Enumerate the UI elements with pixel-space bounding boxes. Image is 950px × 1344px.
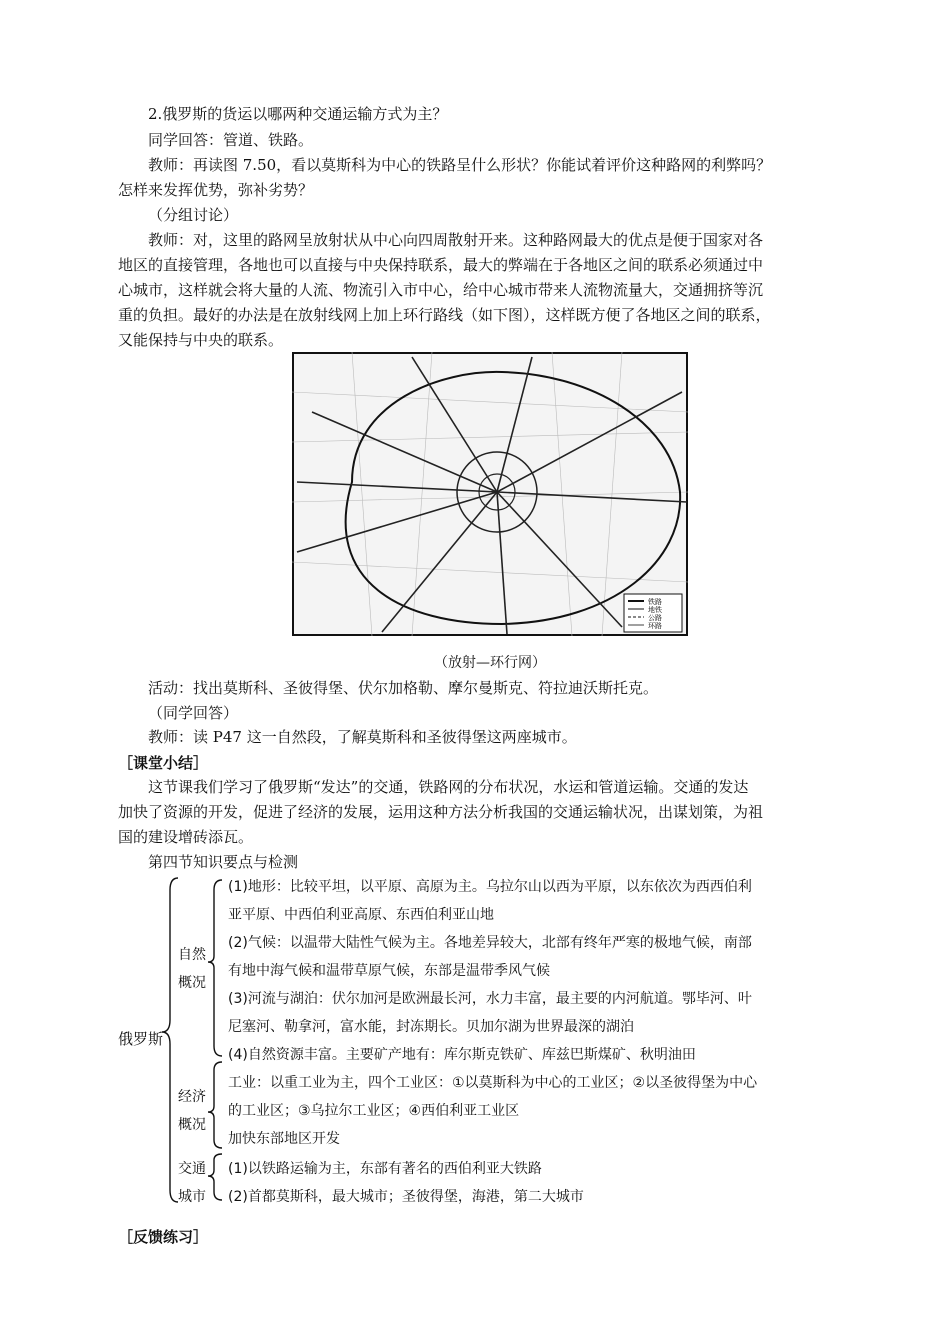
outline-item: 尼塞河、勒拿河，富水能，封冻期长。贝加尔湖为世界最深的湖泊 bbox=[228, 1019, 634, 1035]
paragraph-line: 教师：读 P47 这一自然段，了解莫斯科和圣彼得堡这两座城市。 bbox=[148, 728, 577, 746]
paragraph-line: 重的负担。最好的办法是在放射线网上加上环行路线（如下图），这样既方便了各地区之间的联系， bbox=[118, 306, 771, 324]
radial-ring-network-map bbox=[292, 352, 688, 636]
paragraph-line: （分组讨论） bbox=[148, 206, 239, 224]
outline-item: (3)河流与湖泊：伏尔加河是欧洲最长河，水力丰富，最主要的内河航道。鄂毕河、叶 bbox=[228, 991, 752, 1007]
outline-root: 俄罗斯 bbox=[118, 1030, 164, 1048]
paragraph-line: 怎样来发挥优势，弥补劣势？ bbox=[118, 181, 314, 199]
legend-label: 公路 bbox=[648, 614, 662, 622]
paragraph-line: 国的建设增砖添瓦。 bbox=[118, 828, 254, 846]
paragraph-line: （同学回答） bbox=[148, 704, 239, 722]
paragraph-line: 教师：再读图 7.50，看以莫斯科为中心的铁路呈什么形状？你能试着评价这种路网的利弊吗？ bbox=[148, 156, 772, 174]
paragraph-line: 教师：对，这里的路网呈放射状从中心向四周散射开来。这种路网最大的优点是便于国家对各 bbox=[148, 231, 764, 249]
outline-item: 工业：以重工业为主，四个工业区：①以莫斯科为中心的工业区；②以圣彼得堡为中心 bbox=[228, 1075, 758, 1091]
outline-title: 第四节知识要点与检测 bbox=[148, 853, 299, 871]
paragraph-line: 这节课我们学习了俄罗斯“发达”的交通，铁路网的分布状况，水运和管道运输。交通的发达 bbox=[148, 778, 749, 796]
paragraph-line: 活动：找出莫斯科、圣彼得堡、伏尔加格勒、摩尔曼斯克、符拉迪沃斯托克。 bbox=[148, 679, 659, 697]
outline-item: (1)以铁路运输为主，东部有著名的西伯利亚大铁路 bbox=[228, 1161, 542, 1177]
outline-label: 经济 bbox=[178, 1089, 206, 1105]
legend-label: 环路 bbox=[648, 622, 662, 630]
paragraph-line: 同学回答：管道、铁路。 bbox=[148, 131, 314, 149]
paragraph-line: 2.俄罗斯的货运以哪两种交通运输方式为主？ bbox=[148, 105, 448, 123]
paragraph-line: 心城市，这样就会将大量的人流、物流引入市中心，给中心城市带来人流物流量大，交通拥挤等沉 bbox=[118, 281, 764, 299]
outline-item: (1)地形：比较平坦，以平原、高原为主。乌拉尔山以西为平原，以东依次为西西伯利 bbox=[228, 879, 752, 895]
outline-label: 交通 bbox=[178, 1161, 206, 1177]
legend-label: 地铁 bbox=[648, 606, 662, 614]
outline-item: 有地中海气候和温带草原气候，东部是温带季风气候 bbox=[228, 963, 550, 979]
paragraph-line: 地区的直接管理，各地也可以直接与中央保持联系，最大的弊端在于各地区之间的联系必须通过中 bbox=[118, 256, 764, 274]
legend-label: 铁路 bbox=[648, 598, 662, 606]
map-caption: （放射—环行网） bbox=[434, 655, 546, 671]
outline-item: (2)首都莫斯科，最大城市；圣彼得堡，海港，第二大城市 bbox=[228, 1189, 584, 1205]
outline-item: 亚平原、中西伯利亚高原、东西伯利亚山地 bbox=[228, 907, 494, 923]
outline-label: 城市 bbox=[178, 1189, 206, 1205]
section-heading-summary: ［课堂小结］ bbox=[118, 754, 209, 772]
outline-item: (2)气候：以温带大陆性气候为主。各地差异较大，北部有终年严寒的极地气候，南部 bbox=[228, 935, 752, 951]
paragraph-line: 加快了资源的开发，促进了经济的发展，运用这种方法分析我国的交通运输状况，出谋划策，为祖 bbox=[118, 803, 764, 821]
outline-item: 的工业区；③乌拉尔工业区；④西伯利亚工业区 bbox=[228, 1103, 520, 1119]
outline-label: 自然 bbox=[178, 947, 206, 963]
outline-item: 加快东部地区开发 bbox=[228, 1131, 340, 1147]
paragraph-line: 又能保持与中央的联系。 bbox=[118, 331, 284, 349]
outline-label: 概况 bbox=[178, 975, 206, 991]
outline-item: (4)自然资源丰富。主要矿产地有：库尔斯克铁矿、库兹巴斯煤矿、秋明油田 bbox=[228, 1047, 696, 1063]
section-heading-feedback: ［反馈练习］ bbox=[118, 1228, 209, 1246]
outline-label: 概况 bbox=[178, 1117, 206, 1133]
